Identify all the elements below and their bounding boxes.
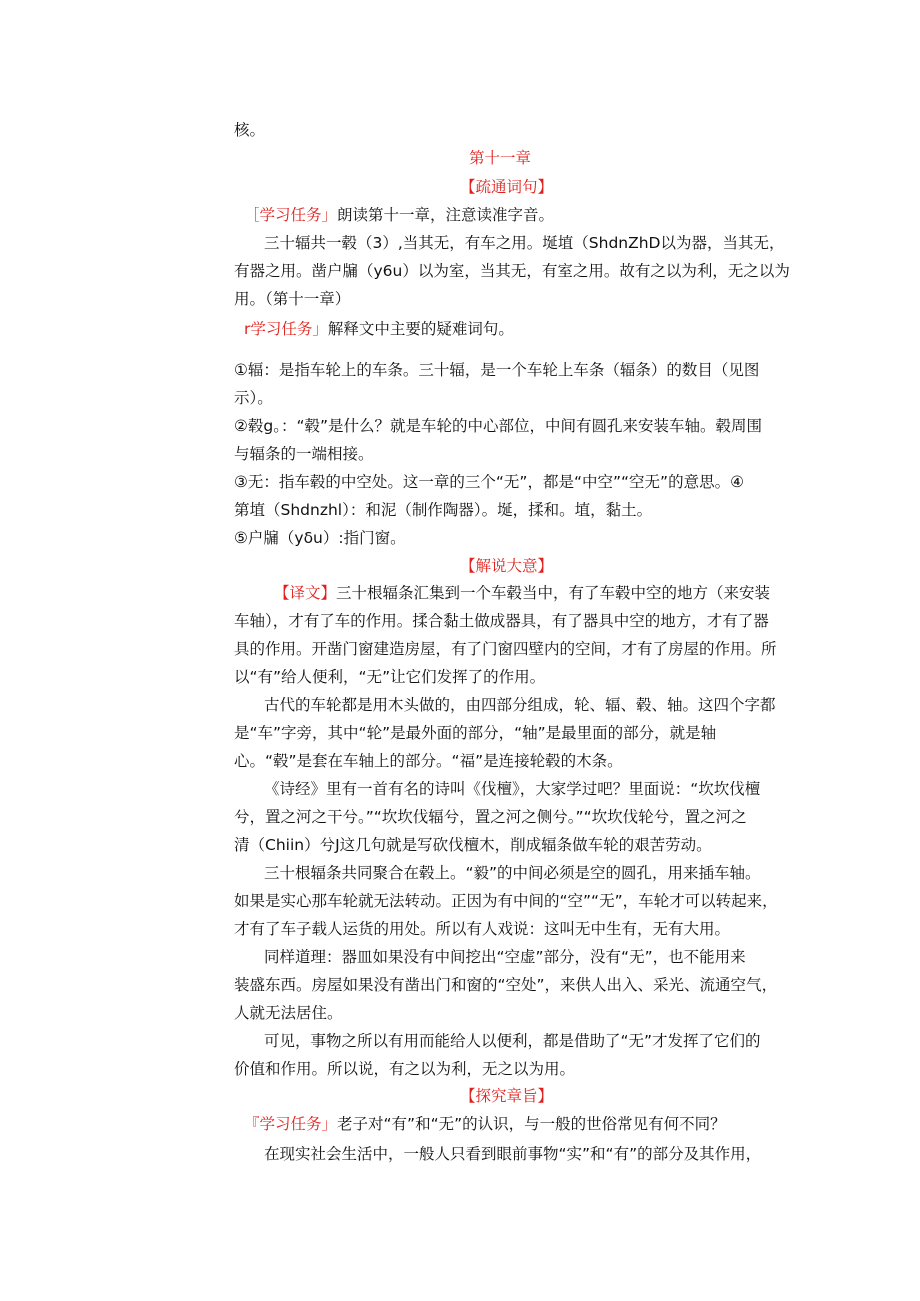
- note-line: ③无：指车毂的中空处。这一章的三个“无”，都是“中空”“空无”的意思。④: [234, 473, 744, 491]
- text-line: 同样道理：器皿如果没有中间挖出“空虚”部分，没有“无”，也不能用来: [264, 948, 746, 966]
- section-heading: 【疏通词句】: [460, 178, 554, 196]
- task-line: [244, 319, 514, 339]
- text-line: 《诗经》里有一首有名的诗叫《伐檀》，大家学过吧？里面说：“坎坎伐檀: [264, 780, 761, 798]
- text-line: 具的作用。开凿门窗建造房屋，有了门窗四壁内的空间，才有了房屋的作用。所: [234, 640, 777, 658]
- text-line: 人就无法居住。: [234, 1004, 343, 1022]
- text-line: 如果是实心那车轮就无法转动。正因为有中间的“空”“无”，车轮才可以转起来，: [234, 892, 778, 910]
- text-line: 用。（第十一章）: [234, 290, 351, 308]
- task-text: 朗读第十一章，注意读准字音。: [337, 206, 555, 224]
- chapter-title: 第十一章: [469, 149, 532, 167]
- note-line: ②毂g。：“毂”是什么？就是车轮的中心部位，中间有圆孔来安装车轴。毂周围: [234, 417, 763, 435]
- note-line: ⑤户牖（yδu）:指门窗。: [234, 529, 406, 547]
- text-line: 可见，事物之所以有用而能给人以便利，都是借助了“无”才发挥了它们的: [264, 1032, 761, 1050]
- text-line: 三十根辐条共同聚合在毂上。“毅”的中间必须是空的圆孔，用来插车轴。: [264, 864, 761, 882]
- section-heading: 【探究章旨】: [460, 1087, 554, 1105]
- text-line: 装盛东西。房屋如果没有凿出门和窗的“空处”，来供人出入、采光、流通空气，: [234, 976, 778, 994]
- text-line: 心。“毂”是套在车轴上的部分。“福”是连接轮毂的木条。: [234, 752, 623, 770]
- text-line: 古代的车轮都是用木头做的，由四部分组成，轮、辐、毂、轴。这四个字都: [264, 696, 776, 714]
- note-line: 第埴（Shdnzhl）：和泥（制作陶器）。埏，揉和。埴，黏土。: [234, 501, 653, 519]
- note-line: ①辐：是指车轮上的车条。三十辐，是一个车轮上车条（辐条）的数目（见图: [234, 361, 760, 379]
- note-line: 示）。: [234, 389, 273, 407]
- task-text: 解释文中主要的疑难词句。: [327, 320, 514, 338]
- task-line: [244, 205, 554, 225]
- text-line: 车轴），才有了车的作用。揉合黏土做成器具，有了器具中空的地方，才有了器: [234, 612, 769, 630]
- task-line: [244, 1114, 726, 1134]
- task-label: r学习任务」: [244, 320, 328, 338]
- task-label: ［学习任务」: [244, 206, 338, 224]
- text-line: 是“车”字旁，其中“轮”是最外面的部分，“轴”是最里面的部分，就是轴: [234, 724, 717, 742]
- text-line: 【译文】三十根辐条汇集到一个车毂当中，有了车毂中空的地方（来安装: [274, 584, 771, 602]
- task-text: 老子对“有”和“无”的认识，与一般的世俗常见有何不同？: [337, 1115, 726, 1133]
- text-line: 兮，置之河之干兮。”“坎坎伐辐兮，置之河之侧兮。”“坎坎伐轮兮，置之河之: [234, 808, 747, 826]
- text-line: 有器之用。凿户牖（y6u）以为室，当其无，有室之用。故有之以为利，无之以为: [234, 262, 790, 280]
- section-heading: 【解说大意】: [460, 557, 554, 575]
- translation-label: 【译文】: [274, 584, 337, 602]
- text-line: 清（Chiin）兮J这几句就是写砍伐檀木，削成辐条做车轮的艰苦劳动。: [234, 836, 712, 854]
- text-line: 以“有”给人便利，“无”让它们发挥了的作用。: [234, 668, 546, 686]
- text-line: 价值和作用。所以说，有之以为利，无之以为用。: [234, 1060, 576, 1078]
- text-line: 核。: [234, 121, 266, 139]
- note-line: 与辐条的一端相接。: [234, 445, 374, 463]
- text-line: 才有了车子载人运货的用处。所以有人戏说：这叫无中生有，无有大用。: [234, 920, 731, 938]
- text-line: 在现实社会生活中，一般人只看到眼前事物“实”和“有”的部分及其作用，: [264, 1145, 762, 1163]
- task-label: 『学习任务」: [244, 1115, 338, 1133]
- text-line: 三十辐共一毂（3）,当其无，有车之用。埏埴（ShdnZhD以为器，当其无，: [264, 234, 785, 252]
